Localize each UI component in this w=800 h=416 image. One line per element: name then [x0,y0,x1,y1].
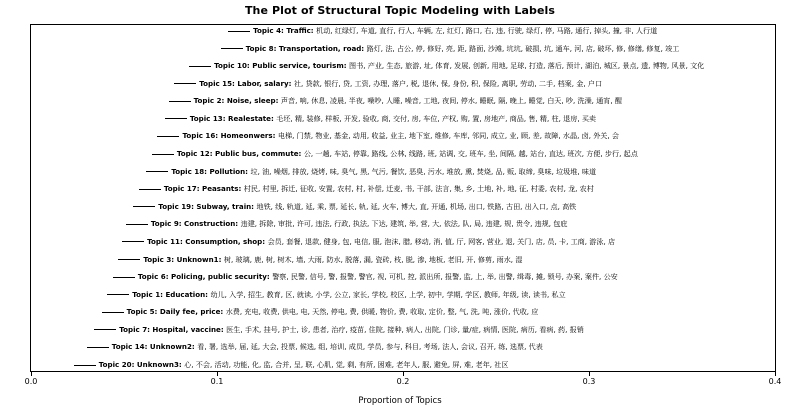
table-row [31,165,775,179]
leader-line [174,83,196,84]
leader-line [157,136,179,137]
leader-line [102,312,124,313]
leader-line [74,365,96,366]
leader-line [146,171,168,172]
x-tick [31,372,32,376]
table-row [31,323,775,337]
table-row [31,217,775,231]
plot-area [30,24,776,372]
topic-label: Topic 14: Unknown2: 看, 署, 选举, 届, 延, 大会, 投票, 候选, 组, 培训, 成员, 学员, 参与, 科目, 考场, 法人, 会议, 召开, 练, 选票, 代表 [111,342,543,352]
topic-label: Topic 4: Traffic: 机动, 红绿灯, 车道, 直行, 行人, 车辆, 左, 红灯, 路口, 右, 违, 行驶, 绿灯, 停, 马路, 通行, 掉头, 撞, 非, 人行道 [253,26,658,35]
table-row [31,340,775,354]
leader-line [228,31,250,32]
topic-label: Topic 20: Unknown3: 心, 不会, 活动, 功能, 化, 监, 合并, 呈, 联, 心肌, 觉, 剩, 有所, 困难, 老年人, 服, 避免, 屏, 难, 老年, 社区 [98,360,509,369]
topic-label: Topic 8: Transportation, road: 路灯, 法, 占公, 停, 修好, 亮, 距, 路面, 沙滩, 坑坑, 破损, 坑, 通车, 河, 店, 破坏, 修, 修缮, 修复, 竣工 [245,43,680,53]
table-row [31,270,775,284]
leader-line [133,206,155,207]
x-tick-label: 0.4 [768,377,782,386]
leader-line [118,259,140,260]
table-row [31,129,775,143]
topic-label: Topic 15: Labor, salary: 社, 贷款, 银行, 贷, 工资, 办理, 落户, 税, 退休, 保, 身份, 积, 保险, 离职, 劳动, 二手, 档案, 金, 户口 [199,78,603,88]
table-row [31,253,775,267]
leader-line [169,101,191,102]
leader-line [139,189,161,190]
table-row [31,288,775,302]
leader-line [107,294,129,295]
x-tick [403,372,404,376]
topic-rows [31,25,775,371]
table-row [31,77,775,91]
x-tick [775,372,776,376]
leader-line [113,277,135,278]
leader-line [152,154,174,155]
x-tick-label: 0.1 [210,377,224,386]
x-tick-label: 0.0 [24,377,38,386]
topic-label: Topic 12: Public bus, commute: 公, 一趟, 车站, 停靠, 路线, 公林, 线路, 班, 站调, 交, 班车, 坐, 间隔, 越, 站台, 直达, 班次, 方便, 步行, 起点 [176,149,638,159]
x-axis-label: Proportion of Topics [358,396,442,406]
leader-line [165,118,187,119]
table-row [31,305,775,319]
topic-label: Topic 11: Consumption, shop: 会员, 套餐, 退款, 健身, 包, 电信, 服, 泡沫, 腊, 移动, 消, 值, 厅, 网客, 营业, 退, 关门, 店, 员, 卡, 工商, 游泳, 店 [147,236,616,246]
leader-line [87,347,109,348]
topic-label: Topic 17: Peasants: 村民, 村里, 拆迁, 征收, 安置, 农村, 村, 补偿, 迁麦, 书, 干部, 法言, 集, 乡, 土地, 补, 地, 征, 村委, 农村, 龙, 农村 [163,184,594,194]
x-tick [217,372,218,376]
leader-line [94,329,116,330]
x-tick [589,372,590,376]
x-tick-label: 0.3 [582,377,596,386]
leader-line [122,241,144,242]
leader-line [126,224,148,225]
table-row [31,42,775,56]
table-row [31,200,775,214]
topic-label: Topic 16: Homeonwers: 电梯, 门禁, 物业, 基金, 动用, 收益, 业主, 地下室, 维修, 车库, 邻同, 成立, 业, 顾, 差, 故障, 水晶, 卤, 外关, 会 [182,131,619,141]
table-row [31,24,775,38]
topic-label: Topic 3: Unknown1: 树, 玻璃, 鹿, 树, 树木, 墙, 大雨, 防水, 脱落, 漏, 瓷砖, 枝, 脱, 渗, 地板, 老旧, 开, 修剪, 雨水, 湿 [143,254,523,264]
chart-title: The Plot of Structural Topic Modeling with Labels [244,4,556,17]
table-row [31,59,775,73]
table-row [31,358,775,372]
table-row [31,147,775,161]
x-axis [24,372,782,392]
x-tick-label: 0.2 [396,377,410,386]
topic-label: Topic 13: Realestate: 毛坯, 精, 装修, 样板, 开发, 验收, 商, 交付, 房, 车位, 产权, 购, 置, 房地产, 商品, 售, 精, 柱, 退房, 买卖 [189,113,597,123]
table-row [31,94,775,108]
topic-label: Topic 5: Daily fee, price: 水费, 充电, 收费, 供电, 电, 天然, 停电, 费, 供暖, 物价, 费, 收取, 定价, 整, 气, 洗, 吨, 涨价, 代收, 应 [126,307,539,317]
leader-line [189,66,211,67]
topic-label: Topic 19: Subway, train: 地铁, 线, 轨道, 延, 乘, 票, 延长, 轨, 延, 火车, 博大, 直, 开通, 机场, 出口, 铁路, 古田, 出入口, 点, 高铁 [158,201,577,211]
topic-label: Topic 18: Pollution: 垃, 油, 噪烟, 排放, 烧烤, 味, 臭气, 黑, 气污, 餐饮, 恶臭, 污水, 堆放, 熏, 焚烧, 品, 贩, 取缔, 臭味, 垃圾堆, 味道 [171,166,597,176]
table-row [31,235,775,249]
topic-label: Topic 7: Hospital, vaccine: 医生, 手术, 挂号, 护士, 诊, 患者, 治疗, 疫苗, 住院, 接种, 病人, 出院, 门诊, 量/症, 病情, 医院, 病历, 看病, 药, 报销 [119,324,584,334]
topic-label: Topic 6: Policing, public security: 警察, 民警, 信号, 警, 报警, 警官, 视, 可机, 控, 派出所, 报警, 监, 上, 举, 出警, 缉毒, 摊, 锁号, 办案, 案件, 公安 [137,272,618,282]
leader-line [221,48,243,49]
table-row [31,182,775,196]
topic-label: Topic 9: Construction: 违建, 拆除, 审批, 许可, 违法, 行政, 执法, 下达, 建筑, 举, 营, 大, 依法, 队, 局, 违建, 规, 贵令, 违规, 包庇 [150,219,568,229]
topic-label: Topic 2: Noise, sleep: 声音, 响, 休息, 凌晨, 半夜, 噪吵, 人睡, 噪音, 工地, 夜间, 停水, 睡眠, 隔, 晚上, 睡觉, 白天, 吵, 洗澡, 通宵, 醒 [193,96,622,106]
topic-label: Topic 10: Public service, tourism: 图书, 产业, 生态, 旅游, 址, 体育, 发展, 创新, 用地, 足球, 打造, 落后, 预计, 湖泊, 城区, 景点, 遗, 博物, 风景, 文化 [214,61,705,71]
topic-label: Topic 1: Education: 幼儿, 入学, 招生, 教育, 区, 就读, 小学, 公立, 家长, 学校, 校区, 上学, 初中, 学期, 学区, 教师, 年级, 读, 读书, 私立 [132,289,566,299]
table-row [31,112,775,126]
